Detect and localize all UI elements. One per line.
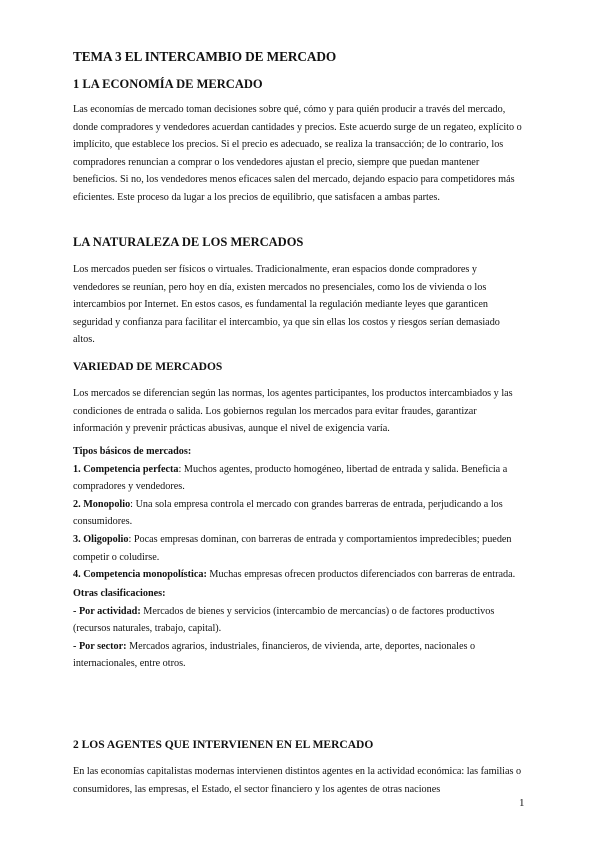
section-heading-agentes: 2 LOS AGENTES QUE INTERVIENEN EN EL MERCADO	[73, 739, 374, 751]
section-heading-economia: 1 LA ECONOMÍA DE MERCADO	[73, 77, 263, 91]
otra-item	[73, 638, 523, 673]
otra-term: - Por actividad:	[73, 605, 141, 617]
tipo-text: Muchas empresas ofrecen productos diferenciados con barreras de entrada.	[206, 569, 516, 581]
otra-term: - Por sector:	[73, 640, 127, 652]
tipos-heading: Tipos básicos de mercados:	[73, 446, 192, 457]
document-title: TEMA 3 EL INTERCAMBIO DE MERCADO	[73, 49, 337, 64]
tipo-item	[73, 496, 523, 531]
paragraph-variedad: Los mercados se diferencian según las normas, los agentes participantes, los productos intercambiados y las condiciones de entrada o salida. Los gobiernos regulan los mercados para evitar fraudes, garantizar información y prevenir prácticas abusivas, aunque el nivel de exigencia varía.	[73, 388, 513, 435]
otra-item	[73, 603, 523, 638]
tipo-text: Una sola empresa controla el mercado con grandes barreras de entrada, perjudicando a los consumidores.	[73, 498, 503, 528]
tipo-sep: :	[128, 533, 132, 545]
section-heading-naturaleza: LA NATURALEZA DE LOS MERCADOS	[73, 235, 304, 249]
tipo-term: 1. Competencia perfecta	[73, 463, 179, 475]
tipo-term: 2. Monopolio	[73, 498, 131, 510]
paragraph-naturaleza: Los mercados pueden ser físicos o virtuales. Tradicionalmente, eran espacios donde compradores y vendedores se reunían, pero hoy en día, existen mercados no presenciales, como los de vivienda o los intercambios por Internet. En estos casos, es fundamental la regulación mediante leyes que garanticen seguridad y confianza para facilitar el intercambio, ya que sin ellas los costos y riesgos serían demasiado altos.	[73, 264, 500, 346]
tipo-item	[73, 531, 523, 566]
otra-text: Mercados agrarios, industriales, financieros, de vivienda, arte, deportes, nacionales o internacionales, entre otros.	[73, 640, 476, 670]
tipo-term: 3. Oligopolio	[73, 533, 129, 545]
tipo-text: Muchos agentes, producto homogéneo, libertad de entrada y salida. Beneficia a compradores y vendedores.	[73, 463, 508, 493]
tipo-term: 4. Competencia monopolística:	[73, 569, 207, 581]
otras-heading: Otras clasificaciones:	[73, 588, 166, 599]
tipos-list	[73, 443, 523, 584]
tipo-text: Pocas empresas dominan, con barreras de entrada y comportamientos impredecibles; pueden competir o coludirse.	[73, 533, 512, 563]
paragraph-agentes: En las economías capitalistas modernas intervienen distintos agentes en la actividad económica: las familias o consumidores, las empresas, el Estado, el sector financiero y los agentes de otras naciones	[73, 766, 522, 795]
tipo-sep: :	[178, 463, 182, 475]
tipo-item	[73, 566, 523, 584]
paragraph-economia: Las economías de mercado toman decisiones sobre qué, cómo y para quién producir a través del mercado, donde compradores y vendedores acuerdan cantidades y precios. Este acuerdo surge de un regateo, explícito o implícito, que establece los precios. Si el precio es adecuado, se realiza la transacción; de lo contrario, los compradores renuncian a comprar o los vendedores ajustan el precio, siempre que puedan mantener beneficios. Si no, los vendedores menos eficaces salen del mercado, dejando espacio para competidores más eficientes. Este proceso da lugar a los precios de equilibrio, que satisfacen a ambas partes.	[73, 104, 522, 203]
section-heading-variedad: VARIEDAD DE MERCADOS	[73, 361, 223, 373]
tipo-sep: :	[130, 498, 134, 510]
page-number: 1	[519, 797, 525, 809]
otra-text: Mercados de bienes y servicios (intercambio de mercancías) o de factores productivos (recursos naturales, trabajo, capital).	[73, 605, 495, 635]
tipo-item	[73, 461, 523, 496]
otras-list	[73, 585, 523, 673]
